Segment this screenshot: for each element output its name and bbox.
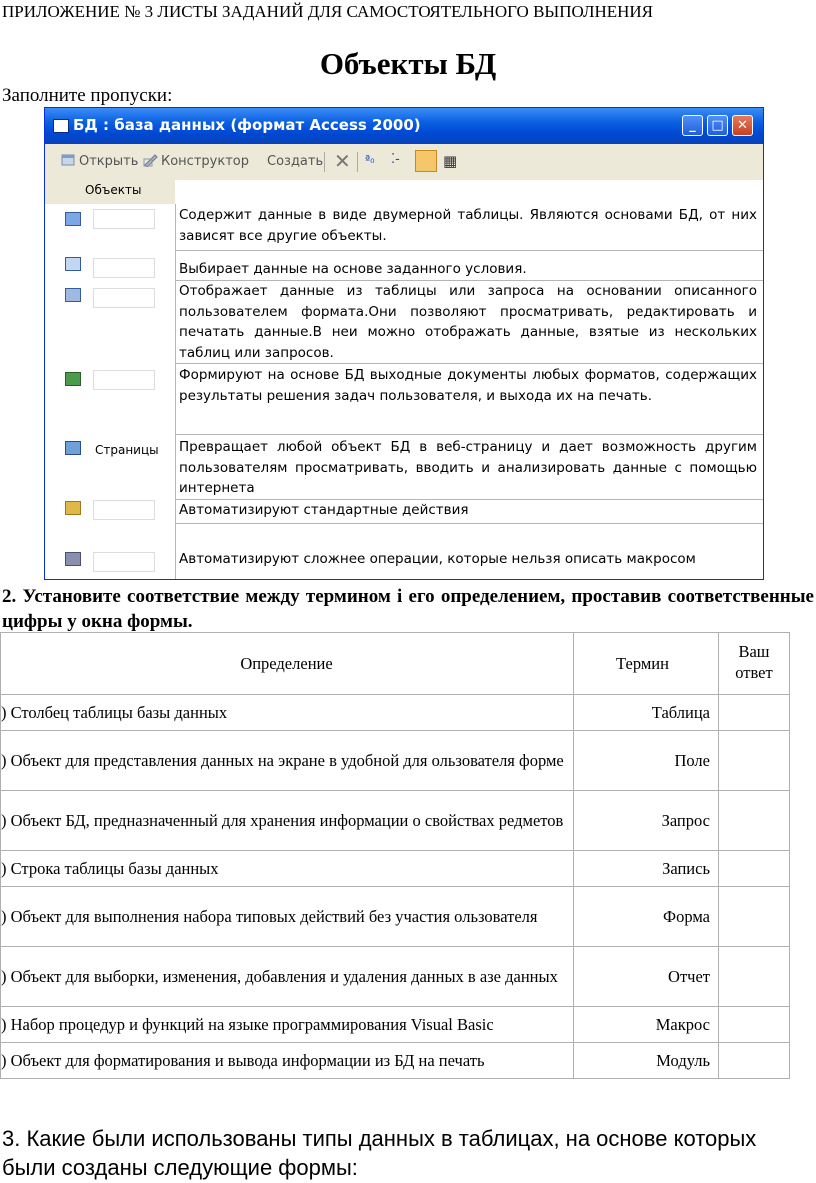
window-title: БД : база данных (формат Access 2000) — [73, 116, 421, 134]
description-module: Автоматизируют сложнее операции, которые нельзя описать макросом — [179, 551, 696, 567]
definition-cell: ) Объект для форматирования и вывода информации из БД на печать — [1, 1043, 574, 1079]
answer-cell[interactable] — [719, 1043, 790, 1079]
table-row — [1, 791, 790, 851]
maximize-icon[interactable]: □ — [707, 115, 728, 136]
form-icon[interactable] — [65, 288, 81, 302]
matching-table — [0, 632, 790, 1079]
header-answer: Ваш ответ — [719, 633, 790, 695]
blank-module-name — [93, 552, 155, 572]
term-cell: Запрос — [574, 791, 719, 851]
row-divider — [175, 434, 763, 435]
header-line: ПРИЛОЖЕНИЕ № 3 ЛИСТЫ ЗАДАНИЙ ДЛЯ САМОСТОЯТЕЛЬНОГО ВЫПОЛНЕНИЯ — [2, 2, 654, 21]
table-row — [1, 1007, 790, 1043]
database-icon — [53, 119, 69, 133]
answer-cell[interactable] — [719, 851, 790, 887]
blank-report-name — [93, 370, 155, 390]
description-form: Отображает данные из таблицы или запроса на основании описанного пользователем формата.Они позволяют просматривать, редактировать и печатать данные.В неи можно отображать данные, взятые из нескольких таблиц или запросов. — [179, 283, 757, 361]
access-database-window — [44, 107, 764, 580]
blank-form-name — [93, 288, 155, 308]
definition-cell: ) Объект БД, предназначенный для хранения информации о свойствах редметов — [1, 791, 574, 851]
objects-label: Объекты — [85, 183, 142, 197]
answer-cell[interactable] — [719, 947, 790, 1007]
minimize-icon[interactable]: _ — [682, 115, 703, 136]
definition-cell: ) Объект для выполнения набора типовых действий без участия ользователя — [1, 887, 574, 947]
blank-query-name — [93, 258, 155, 278]
term-cell: Таблица — [574, 695, 719, 731]
description-page: Превращает любой объект БД в веб-страницу и дает возможность другим пользователям просматривать, вводить и анализировать данные с помощью интернета — [179, 439, 757, 496]
open-button[interactable]: Открыть — [79, 154, 139, 169]
table-row — [1, 1043, 790, 1079]
answer-cell[interactable] — [719, 1007, 790, 1043]
details-view-icon[interactable]: ▦ — [443, 152, 458, 170]
large-icons-icon[interactable]: ª₀ — [365, 153, 375, 166]
header-definition: Определение — [1, 633, 574, 695]
question-3: 3. Какие были использованы типы данных в таблицах, на основе которых были созданы следующие формы: — [2, 1126, 757, 1180]
table-row — [1, 731, 790, 791]
header-term: Термин — [574, 633, 719, 695]
description-report: Формируют на основе БД выходные документы любых форматов, содержащих результаты решения задач пользователя, и выхода их на печать. — [179, 367, 757, 404]
table-row — [1, 851, 790, 887]
blank-macro-name — [93, 500, 155, 520]
small-icons-icon[interactable]: ⁚‑ — [391, 152, 400, 167]
answer-cell[interactable] — [719, 887, 790, 947]
term-cell: Макрос — [574, 1007, 719, 1043]
answer-cell[interactable] — [719, 731, 790, 791]
table-row — [1, 947, 790, 1007]
macro-icon[interactable] — [65, 501, 81, 515]
table-header-row — [1, 633, 790, 695]
open-icon — [61, 153, 77, 167]
term-cell: Модуль — [574, 1043, 719, 1079]
window-titlebar[interactable] — [45, 108, 763, 144]
definition-cell: ) Строка таблицы базы данных — [1, 851, 574, 887]
table-icon[interactable] — [65, 212, 81, 226]
definition-cell: ) Набор процедур и функций на языке программирования Visual Basic — [1, 1007, 574, 1043]
answer-cell[interactable] — [719, 791, 790, 851]
term-cell: Отчет — [574, 947, 719, 1007]
table-row — [1, 887, 790, 947]
description-table: Содержит данные в виде двумерной таблицы. Являются основами БД, от них зависят все другие объекты. — [179, 207, 757, 244]
definition-cell: ) Столбец таблицы базы данных — [1, 695, 574, 731]
term-cell: Запись — [574, 851, 719, 887]
report-icon[interactable] — [65, 372, 81, 386]
create-button[interactable]: Создать — [267, 154, 324, 169]
definition-cell: ) Объект для выборки, изменения, добавления и удаления данных в азе данных — [1, 947, 574, 1007]
term-cell: Форма — [574, 887, 719, 947]
module-icon[interactable] — [65, 552, 81, 566]
term-cell: Поле — [574, 731, 719, 791]
instruction: Заполните пропуски: — [2, 85, 173, 106]
description-query: Выбирает данные на основе заданного условия. — [179, 261, 527, 277]
table-row — [1, 695, 790, 731]
toolbar — [45, 144, 763, 181]
design-button[interactable]: Конструктор — [161, 154, 249, 169]
toolbar-separator — [357, 152, 358, 172]
row-divider — [175, 523, 763, 524]
question-2: 2. Установите соответствие между термином і его определением, проставив соответственные цифры у окна формы. — [2, 586, 814, 632]
definition-cell: ) Объект для представления данных на экране в удобной для ользователя форме — [1, 731, 574, 791]
page-title: Объекты БД — [319, 46, 497, 81]
answer-cell[interactable] — [719, 695, 790, 731]
blank-table-name — [93, 209, 155, 229]
pages-label: Страницы — [95, 443, 159, 457]
design-icon — [143, 153, 159, 167]
toolbar-separator — [324, 152, 325, 172]
row-divider — [175, 250, 763, 251]
query-icon[interactable] — [65, 257, 81, 271]
list-view-icon[interactable] — [415, 150, 437, 172]
close-icon[interactable]: ✕ — [732, 115, 753, 136]
row-divider — [175, 363, 763, 364]
page-icon[interactable] — [65, 441, 81, 455]
delete-icon[interactable]: ✕ — [334, 149, 351, 173]
description-macro: Автоматизируют стандартные действия — [179, 502, 469, 518]
